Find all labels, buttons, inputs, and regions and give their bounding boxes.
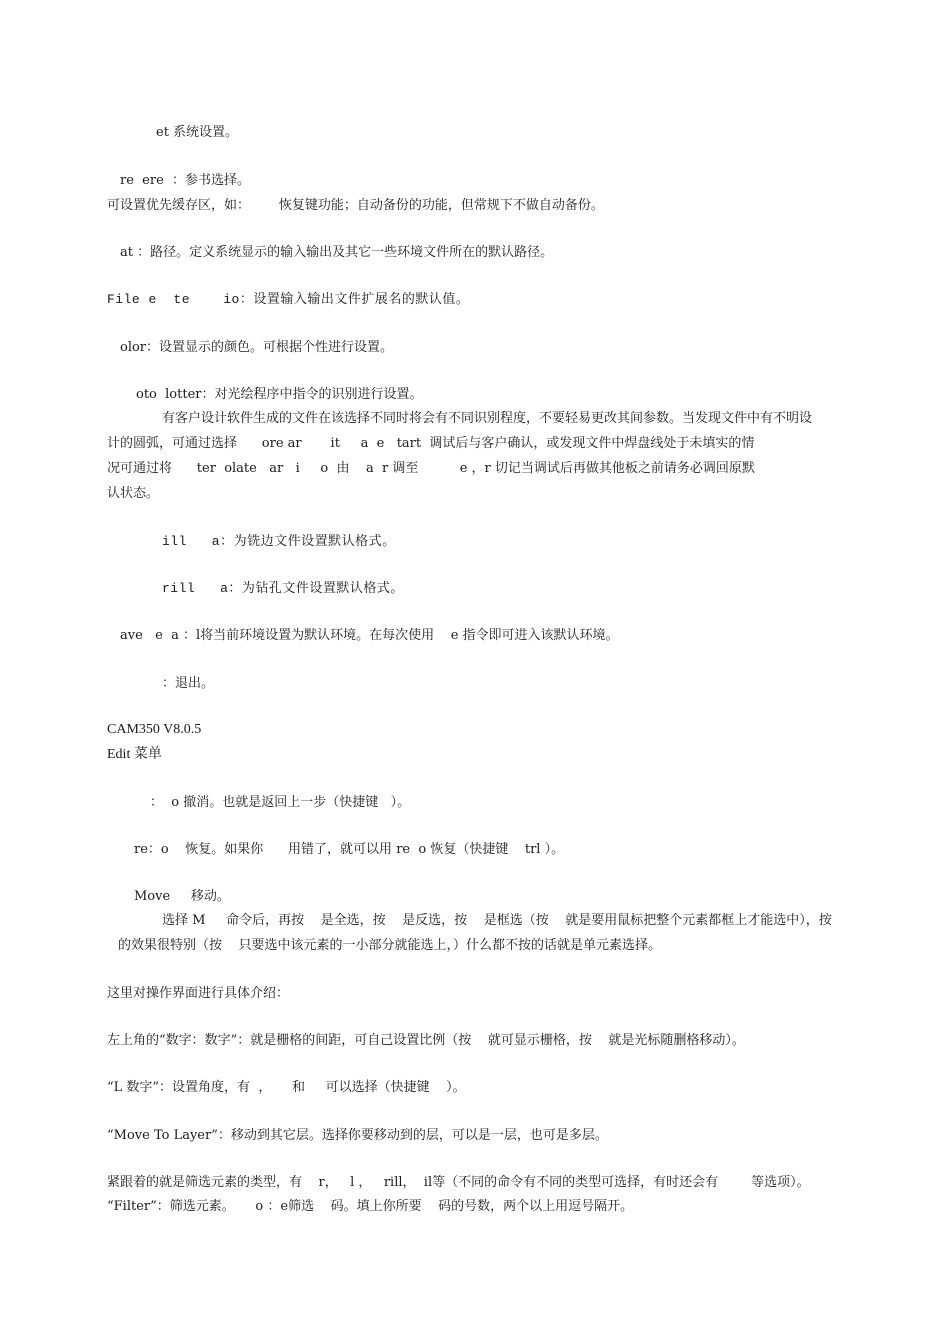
move-paragraph-1: 选择 M 命令后，再按 是全选，按 是反选，按 是框选（按 就是要用鼠标把整个元素都框上才能选中），按 (162, 913, 832, 928)
photo-plotter-paragraph-3: 况可通过将 ter olate ar i o 由 a r 调至 e ，r 切记当调试后再做其他板之前请务必调回原默 (107, 461, 755, 476)
move-paragraph-2: 的效果很特别（按 只要选中该元素的一小部分就能选上，）什么都不按的话就是单元素选择。 (118, 938, 662, 953)
filter-types-line: 紧跟着的就是筛选元素的类型，有 r， l ， rill， il等（不同的命令有不同的类型可选择，有时还会有 等选项）。 (107, 1175, 810, 1190)
file-extension-line: File e te io：设置输入输出文件扩展名的默认值。 (107, 292, 470, 307)
photo-plotter-line: oto lotter：对光绘程序中指令的识别进行设置。 (136, 387, 423, 402)
photo-plotter-paragraph-4: 认状态。 (107, 486, 160, 501)
mill-format-line: ill a：为铣边文件设置默认格式。 (162, 534, 396, 549)
drill-format-line: rill a：为钻孔文件设置默认格式。 (162, 581, 404, 596)
undo-line: ： o 撤消。也就是返回上一步（快捷键 ）。 (150, 795, 411, 810)
version-title: CAM350 V8.0.5 (107, 722, 202, 737)
path-line: at ：路径。定义系统显示的输入输出及其它一些环境文件所在的默认路径。 (120, 245, 554, 260)
move-to-layer-line: “Move To Layer”：移动到其它层。选择你要移动到的层，可以是一层，也可是多层。 (107, 1128, 608, 1143)
save-defaults-line: ave e a ：l将当前环境设置为默认环境。在每次使用 e 指令即可进入该默认环境。 (120, 628, 619, 643)
move-line: Move 移动。 (134, 889, 230, 904)
intro-line: 这里对操作界面进行具体介绍： (107, 986, 290, 1001)
photo-plotter-paragraph-2: 计的圆弧，可通过选择 ore ar it a e tart 调试后与客户确认，或发现文件中焊盘线处于未填实的情 (107, 436, 755, 451)
preference-line: re ere ：参书选择。 (120, 173, 251, 188)
photo-plotter-paragraph-1: 有客户设计软件生成的文件在该选择不同时将会有不同识别程度，不要轻易更改其间参数。当发现文件中有不明设 (162, 411, 813, 426)
preference-desc-line: 可设置优先缓存区，如： 恢复键功能；自动备份的功能，但常规下不做自动备份。 (107, 198, 604, 213)
redo-line: re：o 恢复。如果你 用错了，就可以用 re o 恢复（快捷键 trl ）。 (134, 842, 565, 857)
exit-line: ：退出。 (162, 676, 215, 691)
angle-line: “L 数字”：设置角度，有 ， 和 可以选择（快捷键 ）。 (107, 1080, 466, 1095)
color-line: olor：设置显示的颜色。可根据个性进行设置。 (120, 340, 394, 355)
setup-system-line: et 系统设置。 (156, 125, 239, 140)
edit-menu-title: Edit 菜单 (107, 747, 162, 762)
filter-line: “Filter”：筛选元素。 o ：e筛选 码。填上你所要 码的号数，两个以上用逗号隔开。 (107, 1199, 634, 1214)
grid-line: 左上角的“数字：数字”：就是栅格的间距，可自己设置比例（按 就可显示栅格，按 就是光标随删格移动）。 (107, 1033, 745, 1048)
